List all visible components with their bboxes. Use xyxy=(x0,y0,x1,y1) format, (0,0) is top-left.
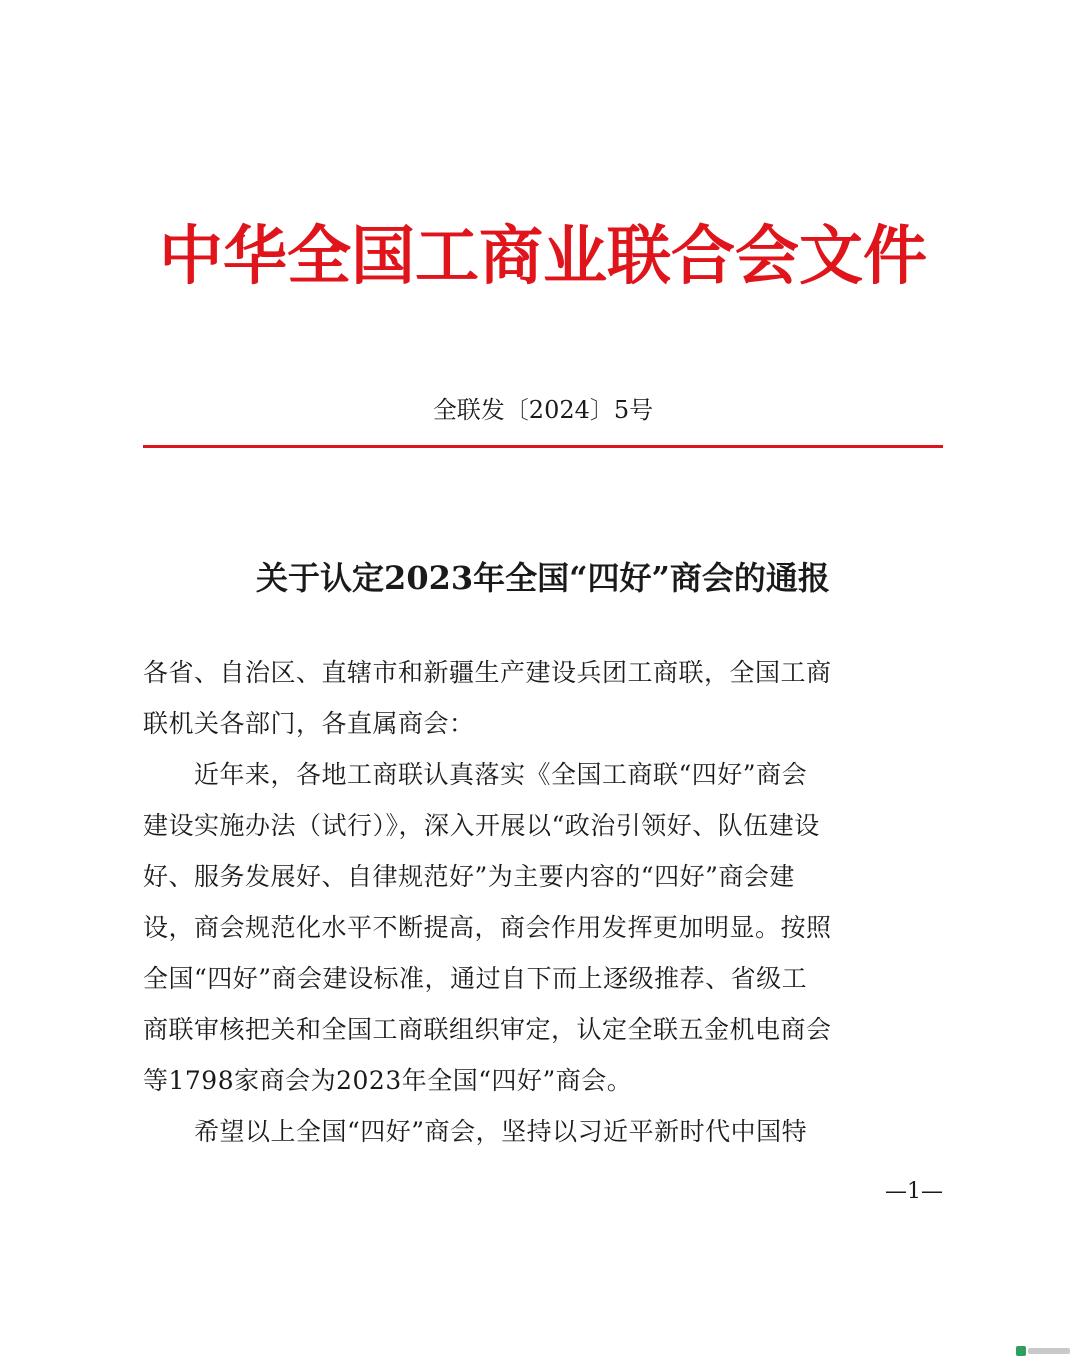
body-line: 全国“四好”商会建设标准，通过自下而上逐级推荐、省级工 xyxy=(143,964,808,993)
body-line: 好、服务发展好、自律规范好”为主要内容的“四好”商会建 xyxy=(143,862,795,891)
notice-title: 关于认定2023年全国“四好”商会的通报 xyxy=(256,559,830,597)
body-line: 联机关各部门，各直属商会： xyxy=(143,709,475,738)
page-number: —1— xyxy=(885,1179,943,1204)
body-line: 希望以上全国“四好”商会，坚持以习近平新时代中国特 xyxy=(143,1117,808,1146)
body-line: 商联审核把关和全国工商联组织审定，认定全联五金机电商会 xyxy=(143,1015,832,1044)
watermark-logo-icon xyxy=(1016,1346,1026,1356)
red-divider-line xyxy=(143,445,943,448)
watermark xyxy=(1016,1345,1072,1357)
body-text xyxy=(143,647,943,1157)
body-line: 等1798家商会为2023年全国“四好”商会。 xyxy=(143,1066,633,1095)
body-line: 近年来，各地工商联认真落实《全国工商联“四好”商会 xyxy=(143,760,808,789)
issuer-title: 中华全国工商业联合会文件 xyxy=(159,220,927,294)
body-line: 设，商会规范化水平不断提高，商会作用发挥更加明显。按照 xyxy=(143,913,832,942)
watermark-text-mark xyxy=(1028,1348,1070,1354)
document-number: 全联发〔2024〕5号 xyxy=(432,396,654,424)
body-line: 各省、自治区、直辖市和新疆生产建设兵团工商联，全国工商 xyxy=(143,658,832,687)
body-line: 建设实施办法（试行）》，深入开展以“政治引领好、队伍建设 xyxy=(143,811,820,840)
